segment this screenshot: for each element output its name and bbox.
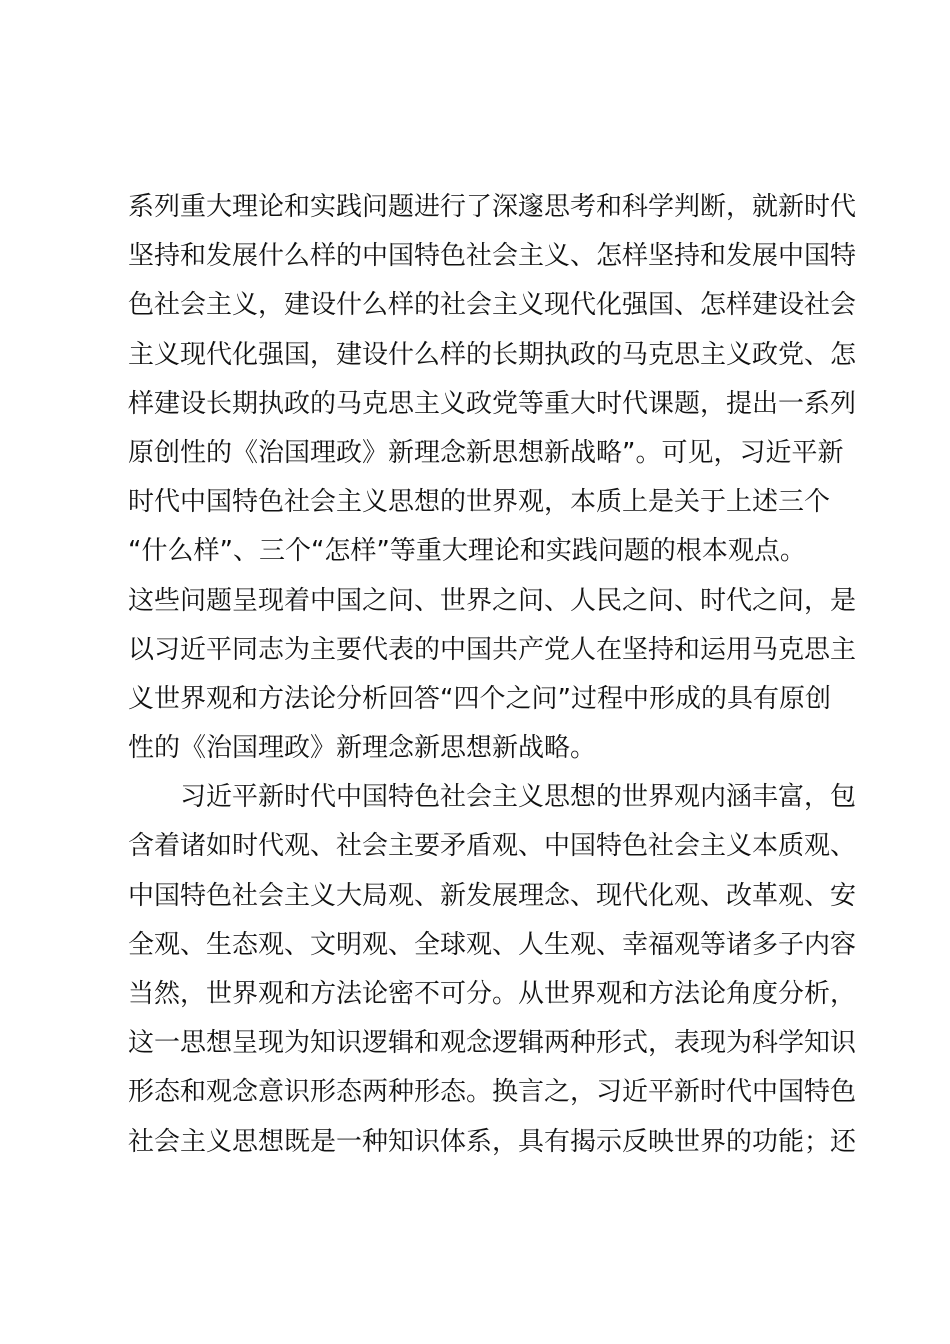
text-line: 全观、生态观、文明观、全球观、人生观、幸福观等诸多子内容 [128,929,857,960]
text-line: 义世界观和方法论分析回答“四个之问”过程中形成的具有原创 [128,683,831,714]
text-line: 坚持和发展什么样的中国特色社会主义、怎样坚持和发展中国特 [128,241,857,272]
text-line: 中国特色社会主义大局观、新发展理念、现代化观、改革观、安 [128,880,857,911]
text-line: 以习近平同志为主要代表的中国共产党人在坚持和运用马克思主 [128,634,857,665]
text-line: 这一思想呈现为知识逻辑和观念逻辑两种形式，表现为科学知识 [128,1028,857,1059]
text-line: “什么样”、三个“怎样”等重大理论和实践问题的根本观点。 [128,536,806,567]
body-text [128,183,857,1167]
text-line: 主义现代化强国，建设什么样的长期执政的马克思主义政党、怎 [128,339,857,370]
text-line: 形态和观念意识形态两种形态。换言之，习近平新时代中国特色 [128,1077,857,1108]
text-line: 系列重大理论和实践问题进行了深邃思考和科学判断，就新时代 [128,192,857,222]
text-line: 时代中国特色社会主义思想的世界观，本质上是关于上述三个 [128,487,831,518]
paragraph-2 [128,773,857,1167]
text-line: 色社会主义，建设什么样的社会主义现代化强国、怎样建设社会 [128,290,857,321]
text-line: 习近平新时代中国特色社会主义思想的世界观内涵丰富，包 [180,782,857,813]
text-line: 样建设长期执政的马克思主义政党等重大时代课题，提出一系列 [128,388,857,419]
text-line: 性的《治国理政》新理念新思想新战略。 [128,733,597,764]
text-line: 这些问题呈现着中国之问、世界之问、人民之问、时代之问，是 [128,585,857,616]
text-line: 原创性的《治国理政》新理念新思想新战略”。可见，习近平新 [128,437,844,468]
paragraph-1 [128,183,857,773]
text-line: 当然，世界观和方法论密不可分。从世界观和方法论角度分析， [128,979,857,1009]
text-line: 社会主义思想既是一种知识体系，具有揭示反映世界的功能；还 [128,1126,857,1157]
text-line: 含着诸如时代观、社会主要矛盾观、中国特色社会主义本质观、 [128,831,857,862]
